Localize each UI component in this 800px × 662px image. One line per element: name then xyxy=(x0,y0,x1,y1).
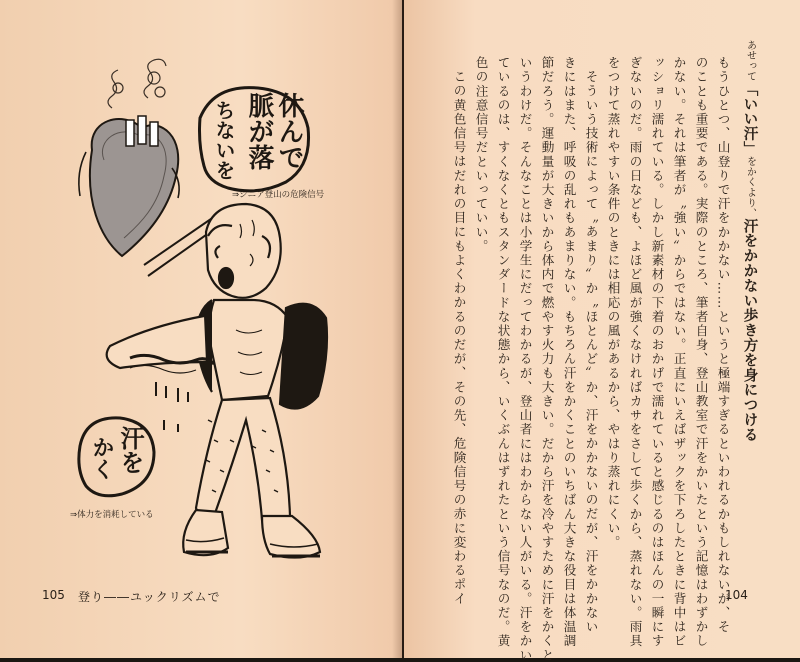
steam-puffs xyxy=(108,59,166,108)
bubble2-col2: かく xyxy=(89,436,114,480)
bubble1-col1: 休んで xyxy=(274,92,304,170)
body-column: この黄色信号はだれの目にもよくわかるのだが、その先、危険信号の赤に変わるポイ xyxy=(451,70,467,606)
left-page-number: 105 xyxy=(42,588,65,602)
body-column: をつけて蒸れやすい条件のときには相応の風があるから、やはり蒸れにくい。 xyxy=(605,56,621,550)
heart-drawing xyxy=(79,116,179,256)
body-column: のことも重要である。実際のところ、筆者自身、登山教室で汗をかいたという記憶はわずかし xyxy=(693,56,709,649)
body-column: 色の注意信号だといっていい。 xyxy=(473,56,489,254)
bubble2-col1: 汗を xyxy=(116,426,144,474)
bubble2-note: ⇒体力を消耗している xyxy=(70,510,154,520)
left-page xyxy=(0,0,402,658)
body-column: きにはまた、呼吸の乱れもあまりない。もちろん汗をかくことのいちばん大きな役目は体温調 xyxy=(561,56,577,649)
body-column: ているのは、すくなくともスタンダードな状態から、いくぶんはずれたという信号なのだ。黄 xyxy=(495,56,511,649)
body-column: ぎないのだ。雨の日なども、よほど風が強くなければカサをさして歩くから、蒸れない。雨具 xyxy=(627,56,643,649)
hiker-illustration xyxy=(0,0,402,658)
bubble1-col2: 脈が落 xyxy=(244,92,274,170)
body-column: かない。それは筆者が〝強い〟からではない。正直にいえばザックを下ろしたときに背中はビ xyxy=(671,56,687,649)
heading-pre: あせって xyxy=(744,40,756,82)
running-head: 登り――ユックリズムで xyxy=(78,590,221,604)
body-column: そういう技術によって〝あまり〟か〝ほとんど〟か、汗をかかないのだが、汗をかかない xyxy=(583,70,599,634)
body-column: 節だろう。運動量が大きいから体内で燃やす火力も大きい。だから汗を冷やすために汗をかくと xyxy=(539,56,555,662)
heading-quote: 「いい汗」 xyxy=(741,81,758,157)
body-column: ッショリ濡れている。しかし新素材の下着のおかげで濡れていると感じるのはほんの一瞬にす xyxy=(649,56,665,649)
section-heading xyxy=(742,40,757,442)
bubble1-col3: ちないを xyxy=(212,100,236,180)
right-page-number: 104 xyxy=(725,588,748,602)
hiker-head xyxy=(206,204,281,298)
heading-post: 汗をかかない歩き方を身につける xyxy=(741,218,758,443)
heading-mid: をかくより、 xyxy=(744,156,756,219)
body-column: いうわけだ。そんなことは小学生にだってわかるが、登山者にはわからない人がいる。汗をかい xyxy=(517,56,533,662)
bubble1-note: ⇒シニア登山の危険信号 xyxy=(232,190,325,200)
body-column: もうひとつ、山登りで汗をかかない……というと極端すぎるといわれるかもしれないが、そ xyxy=(715,56,731,635)
